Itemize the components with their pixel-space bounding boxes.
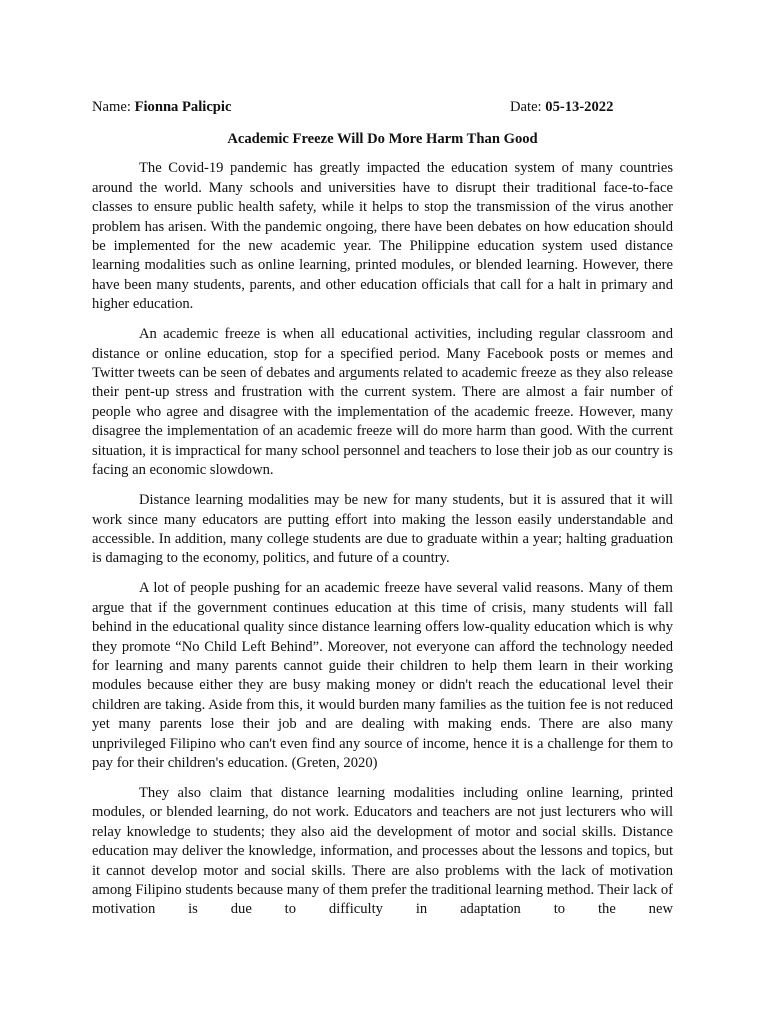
date-value: 05-13-2022 bbox=[545, 99, 614, 115]
header-row bbox=[92, 98, 673, 118]
name-value: Fionna Palicpic bbox=[134, 99, 232, 115]
name-field bbox=[92, 98, 231, 117]
document-title: Academic Freeze Will Do More Harm Than Good bbox=[227, 131, 538, 147]
paragraph-5: They also claim that distance learning modalities including online learning, printed modules, or blended learning, do not work. Educators and teachers are not just lecturers who will relay knowledge to students; they also aid the development of motor and social skills. Distance education may deliver the knowledge, information, and processes about the lessons and topics, but it cannot develop motor and social skills. There are also problems with the lack of motivation among Filipino students because many of them prefer the traditional learning method. Their lack of motivation is due to difficulty in adaptation to the new bbox=[92, 784, 673, 918]
date-label: Date: bbox=[510, 99, 542, 115]
paragraph-2: An academic freeze is when all educational activities, including regular classroom and distance or online education, stop for a specified period. Many Facebook posts or memes and Twitter tweets can be seen of debates and arguments related to academic freeze as they also release their pent-up stress and frustration with the current system. There are almost a fair number of people who agree and disagree with the implementation of the academic freeze. However, many disagree the implementation of an academic freeze will do more harm than good. With the current situation, it is impractical for many school personnel and teachers to lose their job as our country is facing an economic slowdown. bbox=[92, 326, 673, 479]
name-label: Name: bbox=[92, 99, 131, 115]
paragraph-3: Distance learning modalities may be new for many students, but it is assured that it will work since many educators are putting effort into making the lesson easily understandable and accessible. In addition, many college students are due to graduate within a year; halting graduation is damaging to the economy, politics, and future of a country. bbox=[92, 492, 673, 567]
date-field bbox=[510, 98, 613, 117]
paragraph-4: A lot of people pushing for an academic freeze have several valid reasons. Many of them argue that if the government continues education at this time of crisis, many students will fall behind in the educational quality since distance learning offers low-quality education which is why they promote “No Child Left Behind”. Moreover, not everyone can afford the technology needed for learning and many parents cannot guide their children to help them learn in their working modules because either they are busy making money or didn't reach the educational level their children are taking. Aside from this, it would burden many families as the tuition fee is not reduced yet many parents lose their job and are dealing with making ends. There are also many unprivileged Filipino who can't even find any source of income, hence it is a challenge for them to pay for their children's education. (Greten, 2020) bbox=[92, 580, 673, 771]
document-page bbox=[92, 98, 673, 930]
paragraph-1: The Covid-19 pandemic has greatly impacted the education system of many countries around the world. Many schools and universities have to disrupt their traditional face-to-face classes to ensure public health safety, while it helps to stop the transmission of the virus another problem has arisen. With the pandemic ongoing, there have been debates on how education should be implemented for the new academic year. The Philippine education system used distance learning modalities such as online learning, printed modules, or blended learning. However, there have been many students, parents, and other education officials that call for a halt in primary and higher education. bbox=[92, 160, 673, 313]
